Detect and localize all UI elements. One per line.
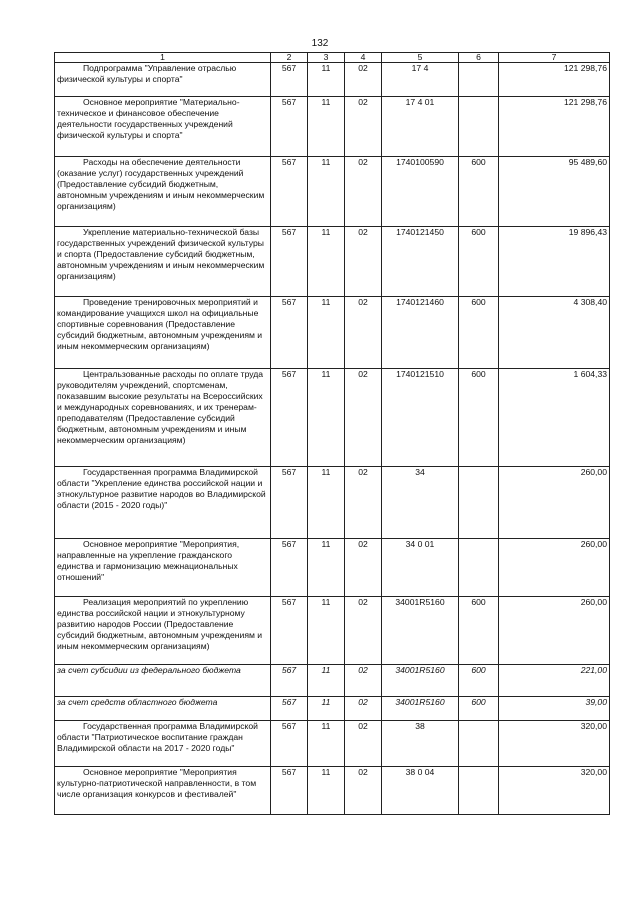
row-ved: 567	[271, 467, 308, 539]
row-pr: 02	[345, 369, 382, 467]
row-csr: 17 4 01	[382, 97, 459, 157]
row-csr: 1740121450	[382, 227, 459, 297]
row-csr: 34	[382, 467, 459, 539]
table-row	[55, 597, 610, 665]
row-ved: 567	[271, 721, 308, 767]
row-pr: 02	[345, 63, 382, 97]
row-name: Государственная программа Владимирской области "Укрепление единства российской нации и этнокультурное развитие народов во Владимирской области (2015 - 2020 годы)"	[55, 467, 271, 539]
row-rz: 11	[308, 297, 345, 369]
table-row	[55, 63, 610, 97]
row-csr: 1740121460	[382, 297, 459, 369]
row-ved: 567	[271, 97, 308, 157]
table-row	[55, 157, 610, 227]
table-row	[55, 297, 610, 369]
row-ved: 567	[271, 297, 308, 369]
row-pr: 02	[345, 97, 382, 157]
table-row	[55, 767, 610, 815]
row-name: за счет субсидии из федерального бюджета	[55, 665, 271, 697]
row-pr: 02	[345, 767, 382, 815]
row-name: Центральзованные расходы по оплате труда руководителям учреждений, спортсменам, показавшим высокие результаты на Всероссийских и международных соревнованиях, и их тренерам-преподавателям (Предоставление субсидий бюджетным, автономным учреждениям и иным некоммерческим организациям)	[55, 369, 271, 467]
col-header-7: 7	[499, 53, 610, 63]
row-rz: 11	[308, 597, 345, 665]
row-name: Основное мероприятие "Мероприятия культурно-патриотической направленности, в том числе организация конкурсов и фестивалей"	[55, 767, 271, 815]
row-name: Реализация мероприятий по укреплению единства российской нации и этнокультурному развитию народов России (Предоставление субсидий бюджетным, автономным учреждениям и иным некоммерческим организациям)	[55, 597, 271, 665]
row-rz: 11	[308, 369, 345, 467]
row-sum: 320,00	[499, 721, 610, 767]
row-csr: 34001R5160	[382, 597, 459, 665]
row-sum: 19 896,43	[499, 227, 610, 297]
row-csr: 34 0 01	[382, 539, 459, 597]
row-csr: 1740121510	[382, 369, 459, 467]
row-pr: 02	[345, 227, 382, 297]
row-sum: 121 298,76	[499, 63, 610, 97]
col-header-6: 6	[459, 53, 499, 63]
row-csr: 38	[382, 721, 459, 767]
row-ved: 567	[271, 63, 308, 97]
table-row	[55, 697, 610, 721]
row-rz: 11	[308, 157, 345, 227]
row-rz: 11	[308, 767, 345, 815]
table-row	[55, 467, 610, 539]
row-pr: 02	[345, 297, 382, 369]
col-header-2: 2	[271, 53, 308, 63]
row-name: Основное мероприятие "Мероприятия, направленные на укрепление гражданского единства и гармонизацию межнациональных отношений"	[55, 539, 271, 597]
table-row	[55, 721, 610, 767]
row-name: Подпрограмма "Управление отраслью физической культуры и спорта"	[55, 63, 271, 97]
row-ved: 567	[271, 697, 308, 721]
col-header-1: 1	[55, 53, 271, 63]
row-pr: 02	[345, 721, 382, 767]
row-name: Расходы на обеспечение деятельности (оказание услуг) государственных учреждений (Предоставление субсидий бюджетным, автономным учреждениям и иным некоммерческим организациям)	[55, 157, 271, 227]
row-rz: 11	[308, 539, 345, 597]
row-sum: 4 308,40	[499, 297, 610, 369]
row-pr: 02	[345, 697, 382, 721]
row-vr	[459, 63, 499, 97]
row-csr: 17 4	[382, 63, 459, 97]
row-rz: 11	[308, 97, 345, 157]
row-rz: 11	[308, 665, 345, 697]
row-ved: 567	[271, 767, 308, 815]
row-name: Укрепление материально-технической базы государственных учреждений физической культуры и спорта (Предоставление субсидий бюджетным, автономным учреждениям и иным некоммерческим организациям)	[55, 227, 271, 297]
table-row	[55, 97, 610, 157]
col-header-3: 3	[308, 53, 345, 63]
row-name: Основное мероприятие "Материально-техническое и финансовое обеспечение деятельности государственных учреждений физической культуры и спорта"	[55, 97, 271, 157]
row-ved: 567	[271, 665, 308, 697]
row-rz: 11	[308, 467, 345, 539]
row-sum: 1 604,33	[499, 369, 610, 467]
row-csr: 34001R5160	[382, 665, 459, 697]
row-vr: 600	[459, 697, 499, 721]
row-rz: 11	[308, 227, 345, 297]
row-sum: 39,00	[499, 697, 610, 721]
row-pr: 02	[345, 157, 382, 227]
col-header-5: 5	[382, 53, 459, 63]
row-name: за счет средств областного бюджета	[55, 697, 271, 721]
row-sum: 260,00	[499, 467, 610, 539]
row-sum: 320,00	[499, 767, 610, 815]
row-vr	[459, 97, 499, 157]
row-vr: 600	[459, 227, 499, 297]
row-csr: 1740100590	[382, 157, 459, 227]
row-name: Государственная программа Владимирской области "Патриотическое воспитание граждан Владимирской области на 2017 - 2020 годы"	[55, 721, 271, 767]
row-vr: 600	[459, 665, 499, 697]
budget-table	[54, 52, 610, 815]
row-sum: 260,00	[499, 539, 610, 597]
row-ved: 567	[271, 227, 308, 297]
row-sum: 121 298,76	[499, 97, 610, 157]
row-rz: 11	[308, 63, 345, 97]
row-sum: 221,00	[499, 665, 610, 697]
row-ved: 567	[271, 369, 308, 467]
row-vr	[459, 721, 499, 767]
row-vr: 600	[459, 597, 499, 665]
col-header-4: 4	[345, 53, 382, 63]
row-vr: 600	[459, 369, 499, 467]
row-vr	[459, 467, 499, 539]
row-csr: 34001R5160	[382, 697, 459, 721]
row-pr: 02	[345, 467, 382, 539]
table-row	[55, 369, 610, 467]
row-pr: 02	[345, 665, 382, 697]
row-vr: 600	[459, 157, 499, 227]
row-ved: 567	[271, 539, 308, 597]
row-rz: 11	[308, 721, 345, 767]
row-pr: 02	[345, 597, 382, 665]
table-row	[55, 227, 610, 297]
row-vr	[459, 539, 499, 597]
header-row	[55, 53, 610, 63]
row-name: Проведение тренировочных мероприятий и командирование учащихся школ на официальные спортивные соревнования (Предоставление субсидий бюджетным, автономным учреждениям и иным некоммерческим организациям)	[55, 297, 271, 369]
page-number: 132	[311, 38, 329, 49]
row-csr: 38 0 04	[382, 767, 459, 815]
row-ved: 567	[271, 157, 308, 227]
row-vr: 600	[459, 297, 499, 369]
table-row	[55, 539, 610, 597]
table-row	[55, 665, 610, 697]
row-sum: 260,00	[499, 597, 610, 665]
row-sum: 95 489,60	[499, 157, 610, 227]
row-vr	[459, 767, 499, 815]
row-ved: 567	[271, 597, 308, 665]
row-rz: 11	[308, 697, 345, 721]
row-pr: 02	[345, 539, 382, 597]
